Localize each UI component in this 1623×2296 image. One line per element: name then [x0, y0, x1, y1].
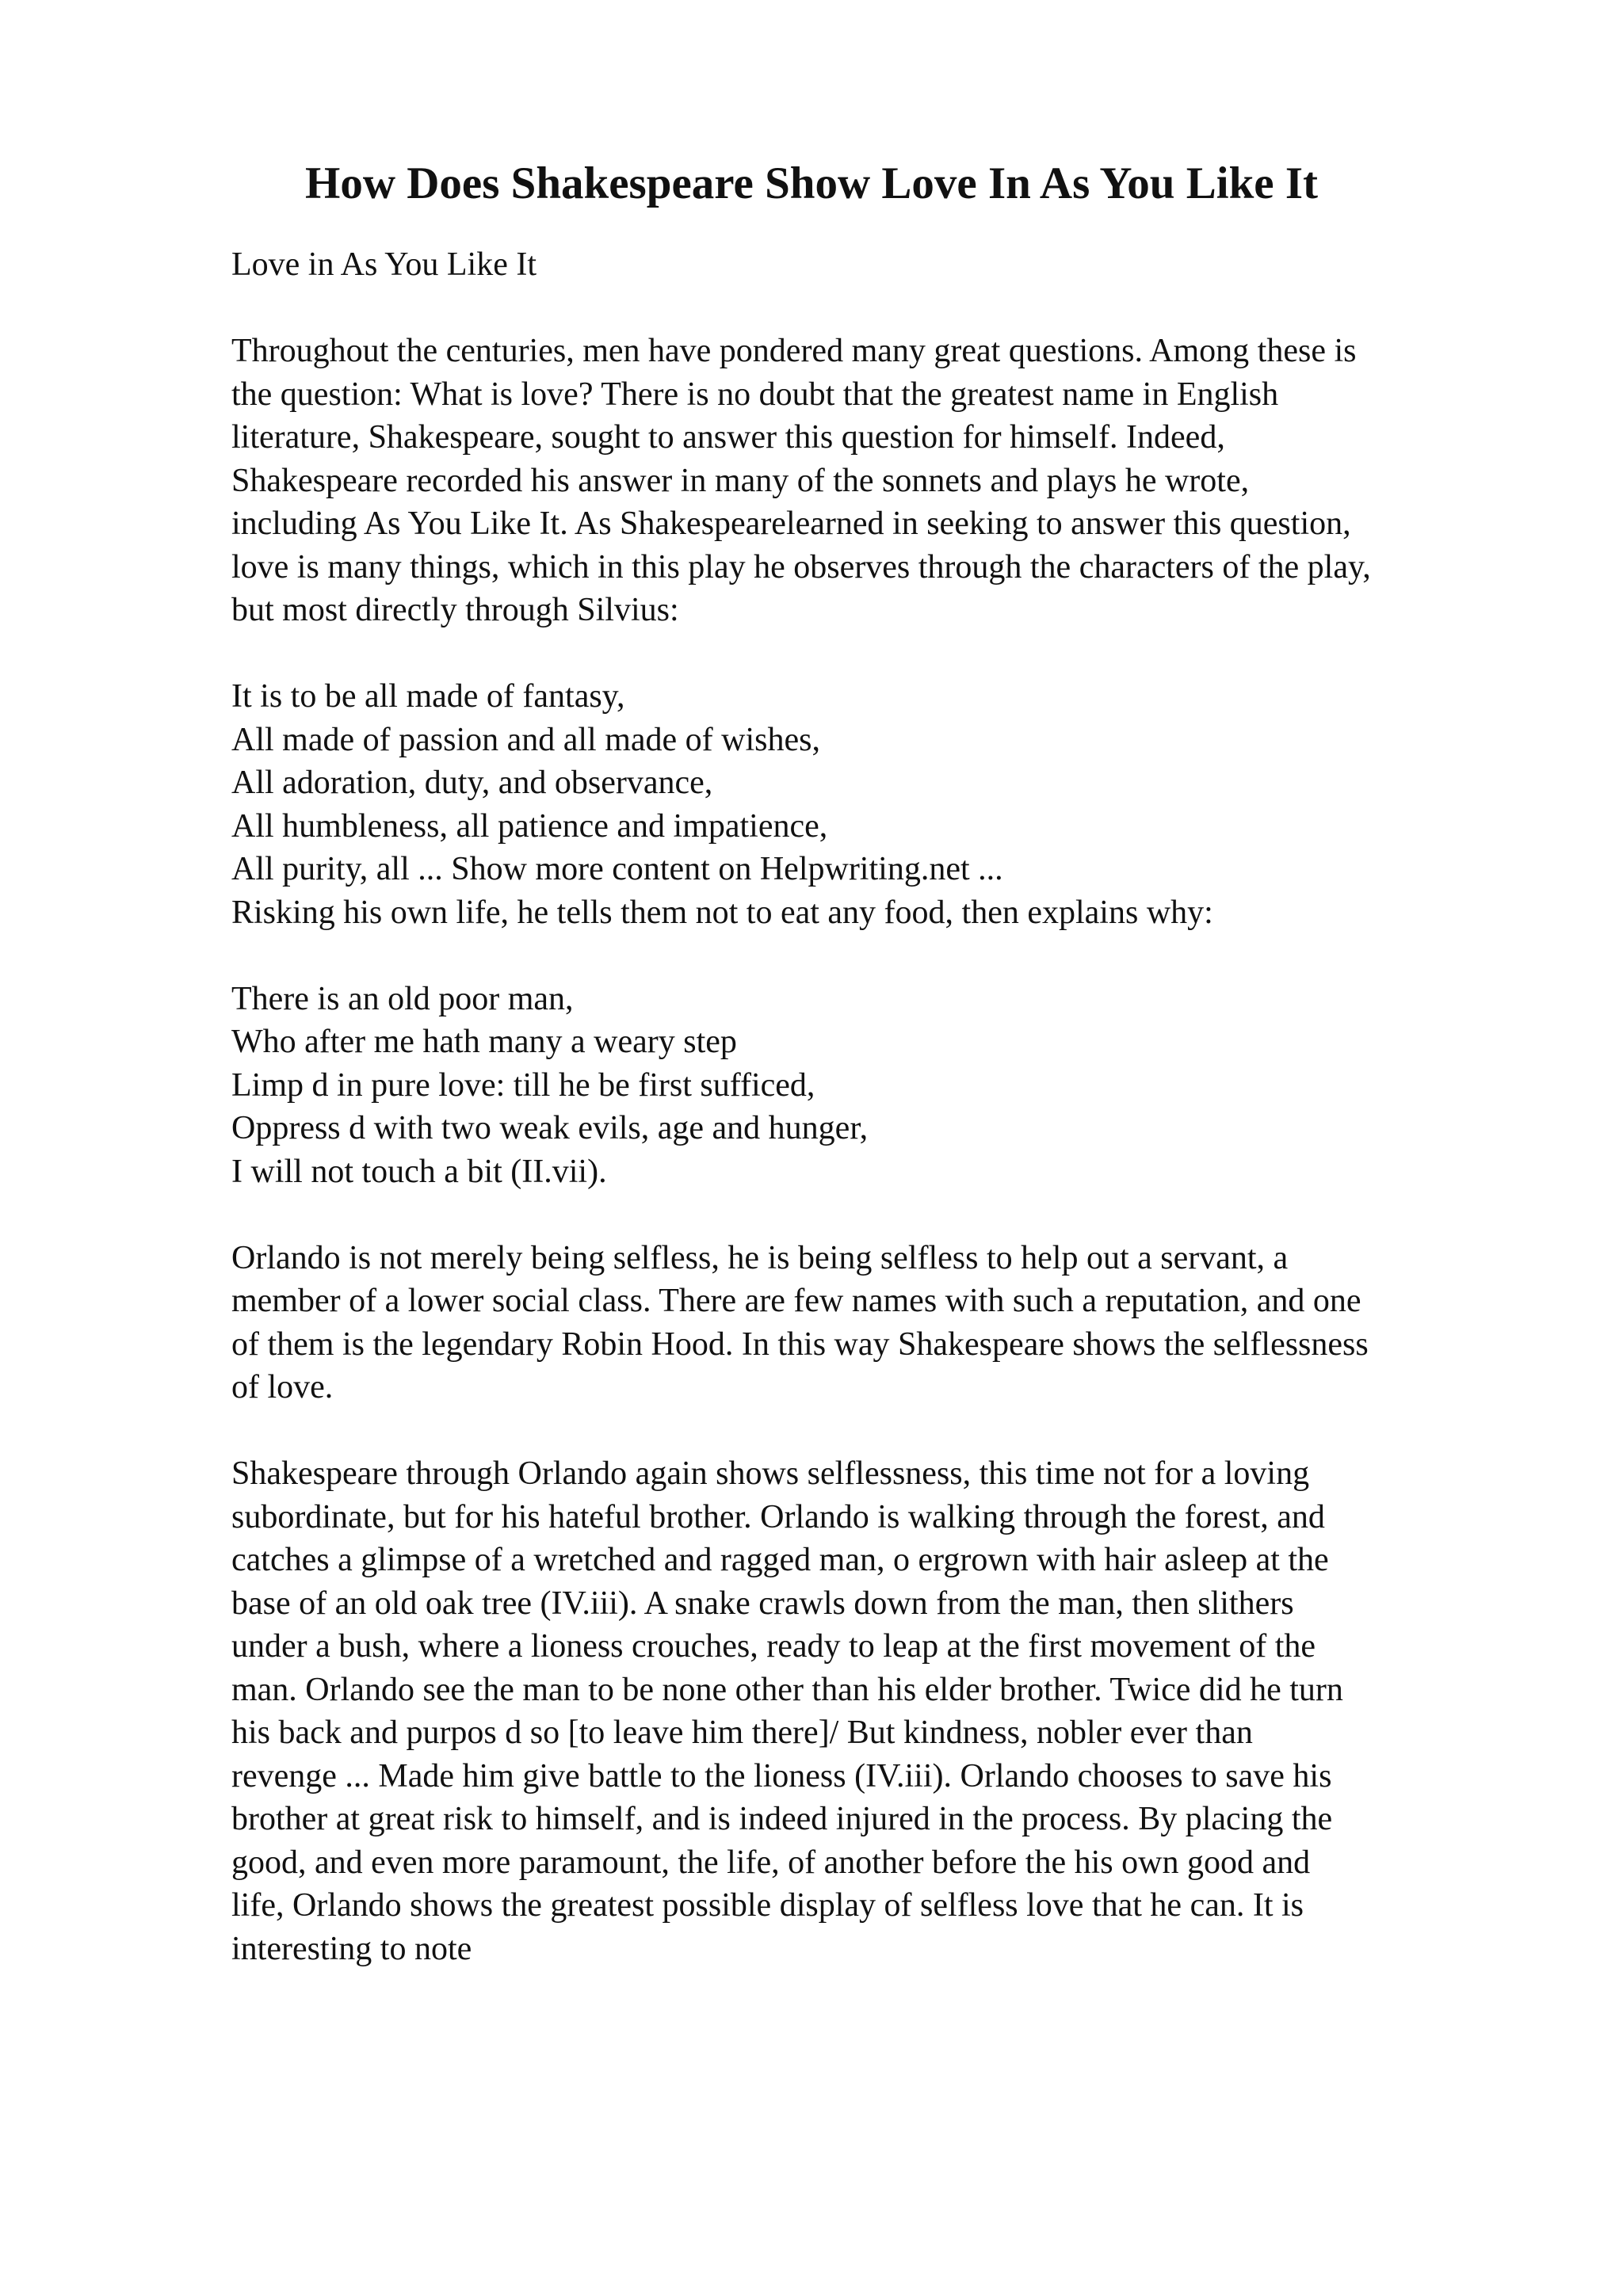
- quote-line: I will not touch a bit (II.vii).: [231, 1153, 607, 1190]
- text-line: under a bush, where a lioness crouches, ready to leap at the first movement of the: [231, 1628, 1316, 1665]
- subtitle-line: Love in As You Like It: [231, 246, 537, 283]
- text-line: of them is the legendary Robin Hood. In this way Shakespeare shows the selflessness: [231, 1325, 1369, 1363]
- quote-line: Who after me hath many a weary step: [231, 1024, 737, 1060]
- text-line: Shakespeare through Orlando again shows selflessness, this time not for a loving: [231, 1455, 1310, 1492]
- quote-line: There is an old poor man,: [231, 980, 574, 1017]
- brother-paragraph: [231, 1452, 1515, 1970]
- text-line: Orlando is not merely being selfless, he is being selfless to help out a servant, a: [231, 1239, 1289, 1276]
- text-line: subordinate, but for his hateful brother. Orlando is walking through the forest, and: [231, 1498, 1325, 1535]
- text-line: literature, Shakespeare, sought to answer this question for himself. Indeed,: [231, 419, 1225, 456]
- intro-paragraph: [231, 330, 1515, 632]
- text-line: interesting to note: [231, 1930, 472, 1967]
- orlando-quote: [231, 978, 1515, 1194]
- document-subtitle: [231, 243, 1515, 287]
- text-line: life, Orlando shows the greatest possible display of selfless love that he can. It is: [231, 1887, 1304, 1924]
- text-line: but most directly through Silvius:: [231, 592, 679, 628]
- text-line: of love.: [231, 1369, 334, 1405]
- quote-line: All made of passion and all made of wishes,: [231, 721, 820, 758]
- text-line: catches a glimpse of a wretched and ragged man, o ergrown with hair asleep at the: [231, 1542, 1329, 1578]
- text-line: Throughout the centuries, men have pondered many great questions. Among these is: [231, 333, 1357, 369]
- text-line: the question: What is love? There is no doubt that the greatest name in English: [231, 376, 1279, 413]
- text-line: Shakespeare recorded his answer in many of the sonnets and plays he wrote,: [231, 462, 1250, 499]
- quote-line: All humbleness, all patience and impatience,: [231, 807, 828, 845]
- paragraph-spacer: [231, 1193, 1515, 1237]
- paragraph-spacer: [231, 934, 1515, 978]
- text-line: love is many things, which in this play he observes through the characters of the play,: [231, 548, 1371, 585]
- document-title: How Does Shakespeare Show Love In As You Like It: [305, 158, 1318, 208]
- document-body: [231, 243, 1515, 1970]
- text-line: revenge ... Made him give battle to the lioness (IV.iii). Orlando chooses to save his: [231, 1757, 1332, 1794]
- text-line: brother at great risk to himself, and is indeed injured in the process. By placing the: [231, 1801, 1333, 1837]
- text-line: member of a lower social class. There are few names with such a reputation, and one: [231, 1283, 1361, 1319]
- text-line: Risking his own life, he tells them not to eat any food, then explains why:: [231, 894, 1213, 931]
- quote-line: All purity, all ... Show more content on Helpwriting.net ...: [231, 851, 1003, 887]
- text-line: base of an old oak tree (IV.iii). A snake crawls down from the man, then slithers: [231, 1585, 1294, 1622]
- paragraph-spacer: [231, 287, 1515, 330]
- silvius-quote: [231, 675, 1515, 934]
- quote-line: Oppress d with two weak evils, age and hunger,: [231, 1110, 869, 1146]
- paragraph-spacer: [231, 1409, 1515, 1453]
- text-line: including As You Like It. As Shakespearelearned in seeking to answer this question,: [231, 505, 1351, 542]
- quote-line: Limp d in pure love: till he be first sufficed,: [231, 1066, 815, 1104]
- selflessness-paragraph: [231, 1237, 1515, 1409]
- text-line: good, and even more paramount, the life, of another before the his own good and: [231, 1844, 1311, 1881]
- text-line: man. Orlando see the man to be none other than his elder brother. Twice did he turn: [231, 1671, 1343, 1708]
- paragraph-spacer: [231, 632, 1515, 676]
- text-line: his back and purpos d so [to leave him there]/ But kindness, nobler ever than: [231, 1714, 1253, 1751]
- quote-line: All adoration, duty, and observance,: [231, 765, 713, 801]
- quote-line: It is to be all made of fantasy,: [231, 678, 625, 715]
